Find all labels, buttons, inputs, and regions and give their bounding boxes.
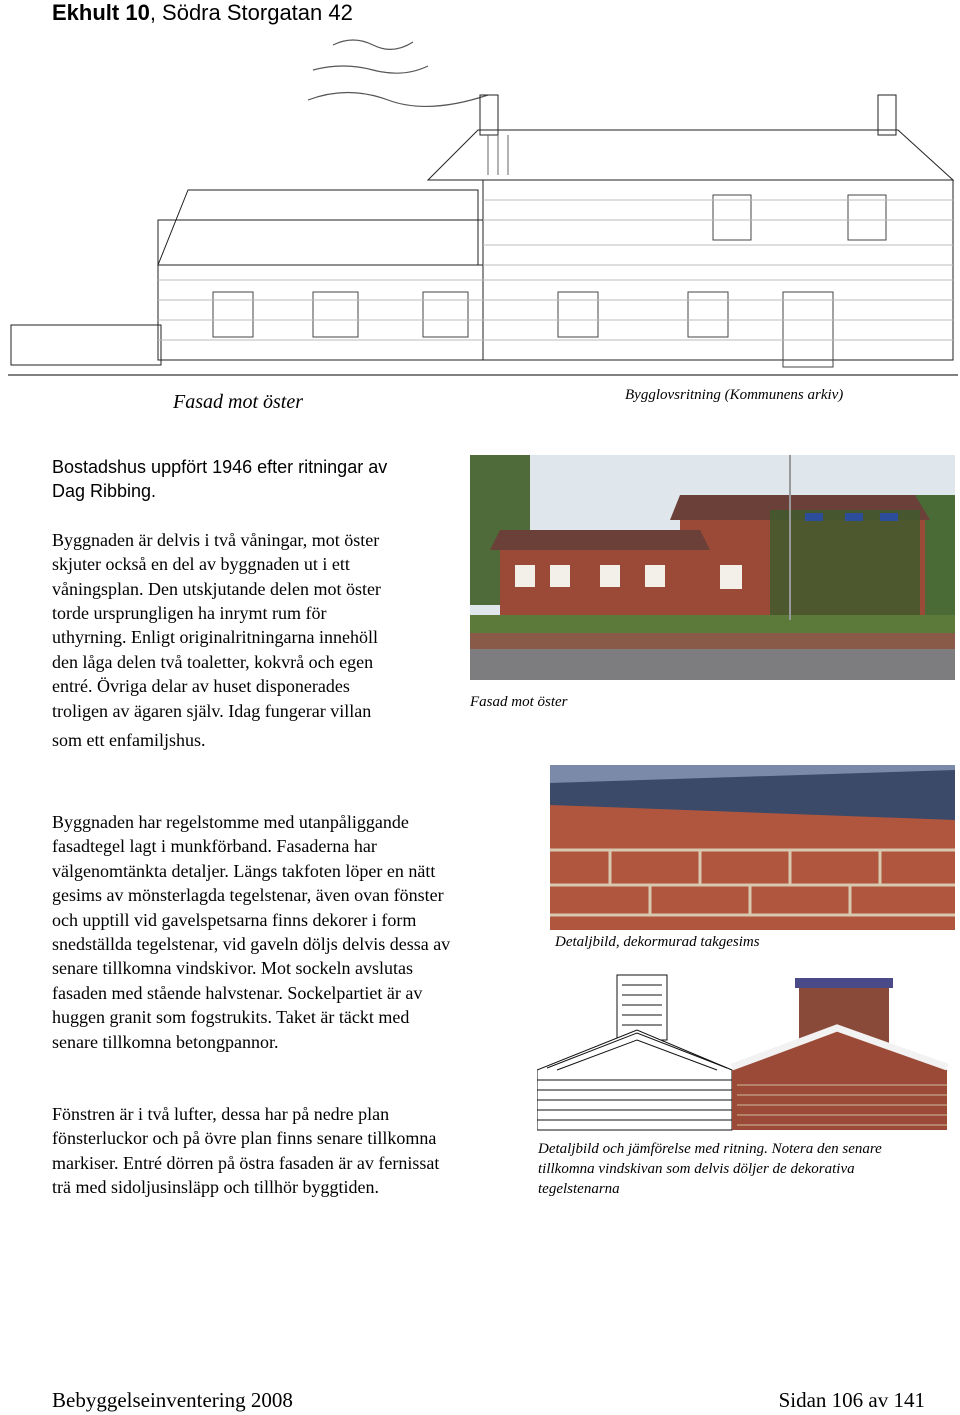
text-line: skjuter också en del av byggnaden ut i ett bbox=[52, 554, 350, 575]
caption-line: tillkomna vindskivan som delvis döljer de dekorativa bbox=[538, 1161, 855, 1177]
title-address: , Södra Storgatan 42 bbox=[149, 0, 353, 25]
footer-left: Bebyggelseinventering 2008 bbox=[52, 1388, 293, 1412]
text-line: Dag Ribbing. bbox=[52, 481, 157, 502]
text-line: Byggnaden är delvis i två våningar, mot öster bbox=[52, 529, 380, 550]
elevation-drawing bbox=[8, 30, 958, 415]
text-line: våningsplan. Den utskjutande delen mot öster bbox=[52, 578, 381, 599]
text-line: uthyrning. Enligt originalritningarna innehöll bbox=[52, 627, 378, 648]
intro-text bbox=[52, 455, 462, 752]
handwritten-label: Fasad mot öster bbox=[173, 391, 303, 413]
text-line: Byggnaden har regelstomme med utanpåliggande bbox=[52, 812, 409, 832]
text-line: den låga delen två toaletter, kokvrå och egen bbox=[52, 651, 374, 672]
gable-photo bbox=[732, 970, 955, 1130]
page-title bbox=[52, 0, 353, 26]
text-line: som ett enfamiljshus. bbox=[52, 730, 206, 751]
text-line: gesims av mönsterlagda tegelstenar, även ovan fönster bbox=[52, 885, 444, 906]
text-line: välgenomtänkta detaljer. Längs takfoten löper en nätt bbox=[52, 860, 436, 881]
drawing-caption: Bygglovsritning (Kommunens arkiv) bbox=[625, 387, 844, 403]
windows-text bbox=[52, 1102, 439, 1200]
text-line: huggen granit som fogstrukits. Taket är täckt med bbox=[52, 1007, 410, 1028]
text-line: senare tillkomna vindskivor. Mot sockeln avslutas bbox=[52, 958, 413, 979]
text-line: fönsterluckor och på övre plan finns senare tillkomna bbox=[52, 1128, 437, 1149]
signature bbox=[308, 40, 488, 106]
text-line: snedställda tegelstenar, vid gaveln döljs delvis dessa av bbox=[52, 934, 451, 955]
text-line: entré. Övriga delar av huset disponerades bbox=[52, 676, 350, 697]
text-line: fasaden med stående halvstenar. Sockelpartiet är av bbox=[52, 982, 423, 1003]
caption-line: Detaljbild och jämförelse med ritning. Notera den senare bbox=[538, 1141, 882, 1157]
text-line: torde ursprungligen ha inrymt rum för bbox=[52, 603, 327, 624]
text-line: fasadtegel lagt i munkförband. Fasaderna har bbox=[52, 836, 377, 857]
text-line: Bostadshus uppfört 1946 efter ritningar av bbox=[52, 457, 388, 477]
text-line: och upptill vid gavelspetsarna finns dekorer i form bbox=[52, 909, 417, 930]
text-line: senare tillkomna betongpannor. bbox=[52, 1031, 279, 1052]
house-photo bbox=[470, 455, 955, 680]
house-photo-caption: Fasad mot öster bbox=[470, 694, 568, 710]
cornice-photo-caption: Detaljbild, dekormurad takgesims bbox=[555, 934, 760, 950]
gable-photo-caption bbox=[538, 1139, 882, 1199]
title-property: Ekhult 10 bbox=[52, 0, 150, 25]
page-number: Sidan 106 av 141 bbox=[778, 1388, 925, 1412]
construction-text bbox=[52, 810, 450, 1054]
text-line: trä med sidoljusinsläpp och tillhör byggtiden. bbox=[52, 1177, 379, 1198]
text-line: Fönstren är i två lufter, dessa har på nedre plan bbox=[52, 1104, 390, 1124]
gable-comparison-image bbox=[537, 970, 955, 1140]
caption-line: tegelstenarna bbox=[538, 1181, 620, 1197]
text-line: troligen av ägaren själv. Idag fungerar villan bbox=[52, 700, 372, 721]
gable-drawing bbox=[537, 975, 732, 1130]
text-line: markiser. Entré dörren på östra fasaden är av fernissat bbox=[52, 1152, 440, 1173]
cornice-photo bbox=[550, 765, 955, 930]
